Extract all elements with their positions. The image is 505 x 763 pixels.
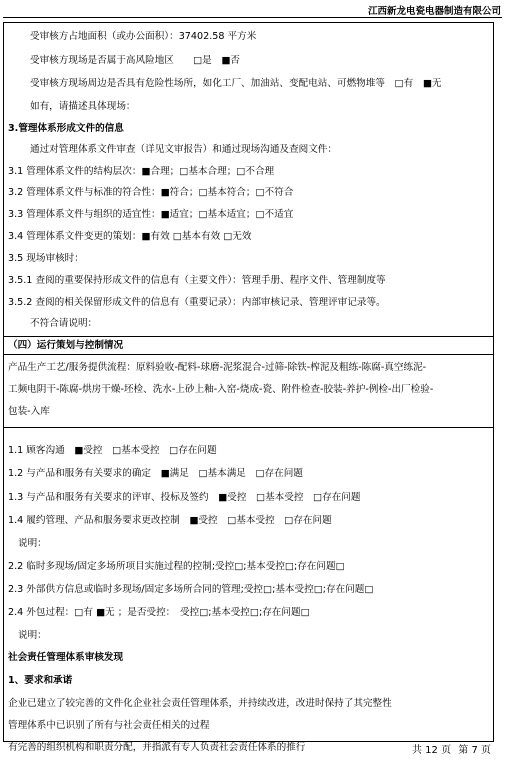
header-rule bbox=[3, 17, 502, 18]
process-flow-line-3: 包装-入库 bbox=[8, 406, 50, 417]
hazard-surroundings-line: 受审核方现场周边是否具有危险性场所，如化工厂、加油站、变配电站、可燃物堆等 □有 ■无 bbox=[30, 78, 442, 89]
social-responsibility-heading: 社会责任管理体系审核发现 bbox=[8, 652, 124, 663]
page-footer bbox=[408, 741, 491, 756]
company-header: 江西新龙电瓷电器制造有限公司 bbox=[367, 6, 501, 17]
item-3-2: 3.2 管理体系文件与标准的符合性：■符合；□基本符合；□不符合 bbox=[8, 187, 294, 198]
nonconformity-note: 不符合请说明： bbox=[30, 318, 98, 329]
process-flow-line-2: 工频电阴干-陈腐-烘房干燥-坯检、洗水-上砂上釉-入窑-烧成-瓷、附件检查-胶装-养护-例检-出厂检验- bbox=[8, 384, 434, 395]
sr-finding-2: 管理体系中已识别了所有与社会责任相关的过程 bbox=[8, 720, 210, 731]
high-risk-area-line: 受审核方现场是否属于高风险地区 □是 ■否 bbox=[30, 55, 241, 66]
sr-finding-1: 企业已建立了较完善的文件化企业社会责任管理体系，并持续改进，改进时保持了其完整性 bbox=[8, 698, 392, 709]
item-3-3: 3.3 管理体系文件与组织的适宜性：■适宜；□基本适宜；□不适宜 bbox=[8, 209, 294, 220]
requirements-heading: 1、要求和承诺 bbox=[8, 675, 73, 686]
item-3-1: 3.1 管理体系文件的结构层次：■合理；□基本合理；□不合理 bbox=[8, 166, 275, 177]
item-1-2: 1.2 与产品和服务有关要求的确定 ■满足 □基本满足 □存在问题 bbox=[8, 468, 303, 479]
describe-site-line: 如有，请描述具体现场： bbox=[30, 101, 136, 112]
process-flow-line-1: 产品生产工艺/服务提供流程：原料验收-配料-球磨-泥浆混合-过筛-除铁-榨泥及粗练-陈腐-真空练泥- bbox=[8, 362, 427, 373]
explanation-2: 说明： bbox=[18, 630, 47, 641]
section-process-flow bbox=[4, 354, 493, 428]
total-pages: 共 12 页 bbox=[411, 745, 452, 756]
site-area-line: 受审核方占地面积（或办公面积）：37402.58 平方米 bbox=[30, 31, 257, 42]
section-operation-title bbox=[4, 336, 493, 355]
item-3-5-1: 3.5.1 查阅的重要保持形成文件的信息有（主要文件）：管理手册、程序文件、管理制度等 bbox=[8, 275, 386, 286]
item-3-5: 3.5 现场审核时： bbox=[8, 253, 84, 264]
heading-documented-info: 3.管理体系形成文件的信息 bbox=[8, 123, 124, 134]
review-intro-line: 通过对管理体系文件审查（详见文审报告）和通过现场沟通及查阅文件： bbox=[30, 144, 337, 155]
item-2-2: 2.2 临时多现场/固定多场所项目实施过程的控制;受控□;基本受控□;存在问题□ bbox=[8, 561, 345, 572]
operation-heading: （四）运行策划与控制情况 bbox=[8, 340, 124, 351]
item-2-3: 2.3 外部供方信息或临时多现场/固定多场所合同的管理;受控□;基本受控□;存在问题□ bbox=[8, 584, 374, 595]
section-documents bbox=[4, 23, 493, 336]
item-3-5-2: 3.5.2 查阅的相关保留形成文件的信息有（重要记录）：内部审核记录、管理评审记录等。 bbox=[8, 297, 386, 308]
current-page: 第 7 页 bbox=[458, 745, 491, 756]
item-2-4: 2.4 外包过程：□有 ■无 ；是否受控： 受控□;基本受控□;存在问题□ bbox=[8, 607, 310, 618]
sr-finding-3: 有完善的组织机构和职责分配，并指派有专人负责社会责任体系的推行 bbox=[8, 742, 306, 753]
explanation-1: 说明： bbox=[18, 538, 47, 549]
item-1-3: 1.3 与产品和服务有关要求的评审、投标及签约 ■受控 □基本受控 □存在问题 bbox=[8, 492, 361, 503]
item-1-1: 1.1 顾客沟通 ■受控 □基本受控 □存在问题 bbox=[8, 445, 217, 456]
item-3-4: 3.4 管理体系文件变更的策划：■有效 □基本有效 □无效 bbox=[8, 231, 252, 242]
item-1-4: 1.4 履约管理、产品和服务要求更改控制 ■受控 □基本受控 □存在问题 bbox=[8, 515, 332, 526]
